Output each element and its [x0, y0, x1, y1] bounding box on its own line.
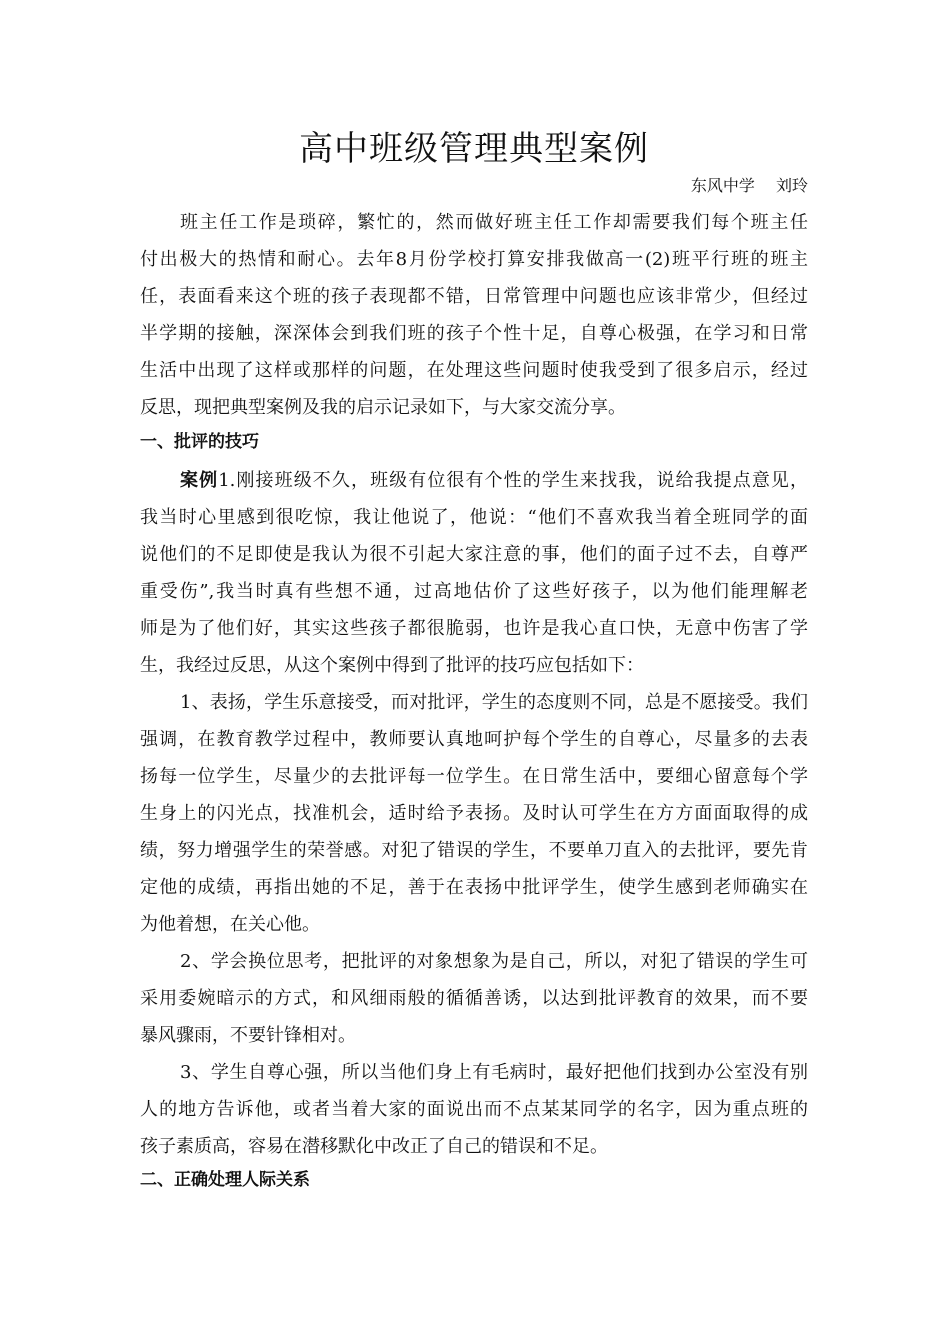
intro-line: 半学期的接触，深深体会到我们班的孩子个性十足，自尊心极强，在学习和日常	[140, 323, 808, 344]
point2-line: 2、学会换位思考，把批评的对象想象为是自己，所以，对犯了错误的学生可	[180, 951, 808, 972]
document-title: 高中班级管理典型案例	[299, 129, 649, 169]
intro-line: 反思，现把典型案例及我的启示记录如下，与大家交流分享。	[140, 397, 626, 418]
intro-line: 任，表面看来这个班的孩子表现都不错，日常管理中问题也应该非常少，但经过	[140, 286, 808, 307]
intro-line: 生活中出现了这样或那样的问题，在处理这些问题时使我受到了很多启示，经过	[140, 360, 808, 381]
case1-first-text: 1.刚接班级不久，班级有位很有个性的学生来找我，说给我提点意见，	[218, 470, 809, 491]
point3-line: 3、学生自尊心强，所以当他们身上有毛病时，最好把他们找到办公室没有别	[180, 1062, 808, 1083]
section-heading-1: 一、批评的技巧	[140, 432, 259, 452]
case1-line: 生，我经过反思，从这个案例中得到了批评的技巧应包括如下：	[140, 655, 644, 676]
point3-line: 孩子素质高，容易在潜移默化中改正了自己的错误和不足。	[140, 1136, 608, 1157]
point1-line: 扬每一位学生，尽量少的去批评每一位学生。在日常生活中，要细心留意每个学	[140, 766, 808, 787]
intro-line: 班主任工作是琐碎，繁忙的，然而做好班主任工作却需要我们每个班主任	[180, 212, 808, 233]
point2-line: 暴风骤雨，不要针锋相对。	[140, 1025, 356, 1046]
point1-line: 定他的成绩，再指出她的不足，善于在表扬中批评学生，使学生感到老师确实在	[140, 877, 808, 898]
case1-line: 我当时心里感到很吃惊，我让他说了，他说：“他们不喜欢我当着全班同学的面	[140, 507, 808, 528]
case1-line: 说他们的不足即使是我认为很不引起大家注意的事，他们的面子过不去，自尊严	[140, 544, 808, 565]
point1-line: 绩，努力增强学生的荣誉感。对犯了错误的学生，不要单刀直入的去批评，要先肯	[140, 840, 808, 861]
case1-line: 重受伤”,我当时真有些想不通，过高地估价了这些好孩子，以为他们能理解老	[140, 581, 808, 602]
point1-line: 1、表扬，学生乐意接受，而对批评，学生的态度则不同，总是不愿接受。我们	[180, 692, 808, 713]
point1-line: 强调，在教育教学过程中，教师要认真地呵护每个学生的自尊心，尽量多的去表	[140, 729, 808, 750]
point3-line: 人的地方告诉他，或者当着大家的面说出而不点某某同学的名字，因为重点班的	[140, 1099, 808, 1120]
point2-line: 采用委婉暗示的方式，和风细雨般的循循善诱，以达到批评教育的效果，而不要	[140, 988, 808, 1009]
author-line: 东风中学 刘玲	[690, 176, 808, 195]
point1-line: 生身上的闪光点，找准机会，适时给予表扬。及时认可学生在方方面面取得的成	[140, 803, 808, 824]
case1-label: 案例	[180, 470, 219, 491]
case1-line	[180, 462, 808, 500]
section-heading-2: 二、正确处理人际关系	[140, 1170, 310, 1190]
point1-line: 为他着想，在关心他。	[140, 914, 320, 935]
intro-line: 付出极大的热情和耐心。去年8月份学校打算安排我做高一(2)班平行班的班主	[140, 249, 808, 270]
case1-line: 师是为了他们好，其实这些孩子都很脆弱，也许是我心直口快，无意中伤害了学	[140, 618, 808, 639]
